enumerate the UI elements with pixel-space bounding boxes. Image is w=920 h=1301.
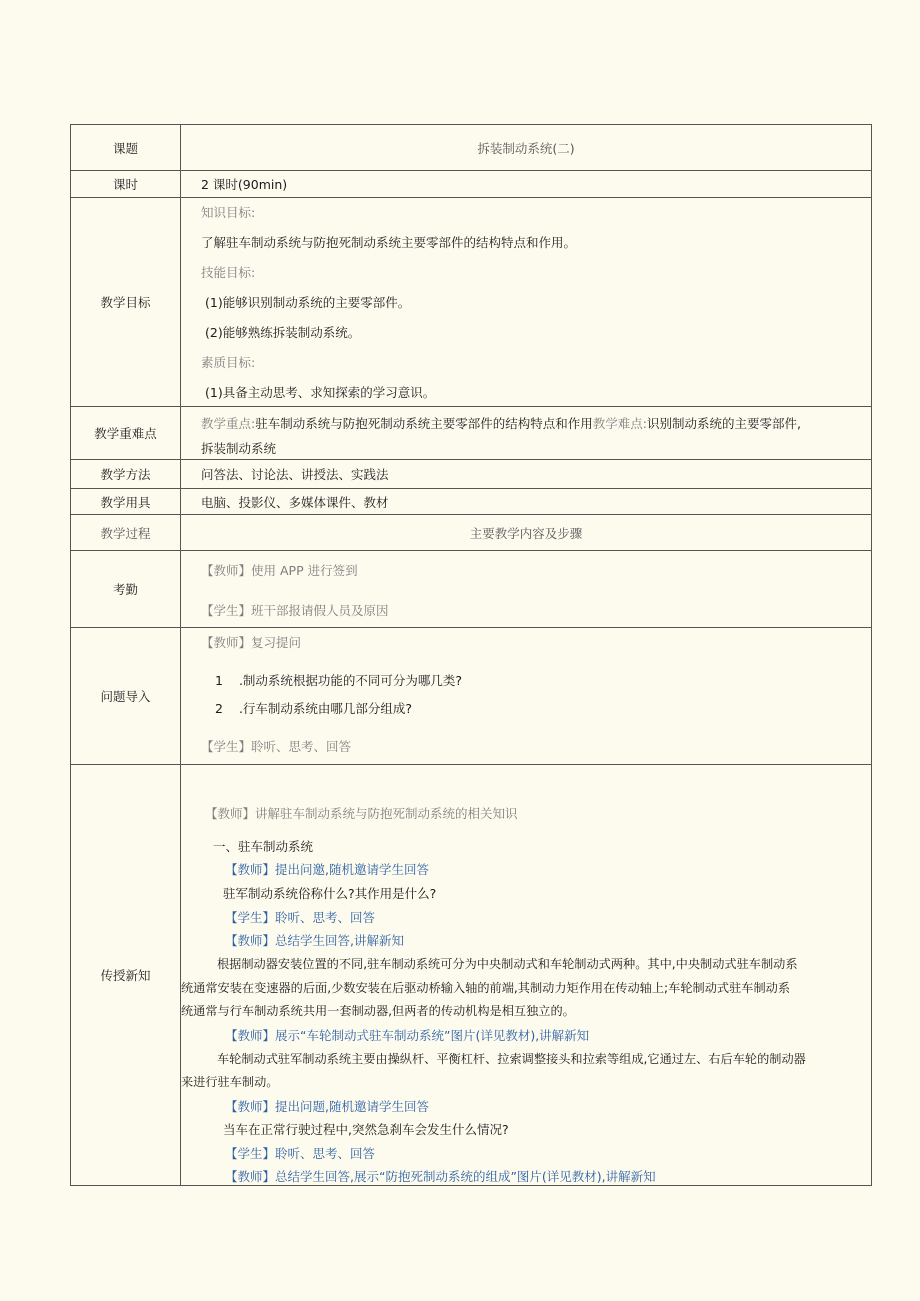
keypoints-row [71,407,872,460]
hours-value [181,171,872,198]
nk-line-1: 【教师】讲解驻车制动系统与防抱死制动系统的相关知识 [205,806,518,821]
attendance-row [71,551,872,628]
keypoints-content [181,407,872,460]
hours-label: 课时 [71,171,181,198]
nk-line-5: 【学生】聆听、思考、回答 [225,910,376,925]
topic-title: 拆装制动系统(二) [181,125,872,171]
nk-line-6: 【教师】总结学生回答,讲解新知 [225,933,404,948]
process-header-right: 主要教学内容及步骤 [181,515,872,551]
intro-teacher: 【教师】复习提问 [201,635,302,650]
objectives-row [71,198,872,407]
difficulty-text: 识别制动系统的主要零部件, [646,416,801,431]
topic-row [71,125,872,171]
tools-text: 电脑、投影仪、多媒体课件、教材 [201,494,389,510]
tools-value [181,489,872,515]
nk-line-11: 【教师】总结学生回答,展示“防抱死制动系统的组成”图片(详见教材),讲解新知 [225,1169,656,1184]
knowledge-heading: 知识目标: [201,205,256,220]
attendance-teacher: 【教师】使用 APP 进行签到 [201,563,358,578]
intro-content [181,628,872,765]
tools-label: 教学用具 [71,489,181,515]
difficulty-label: 教学难点: [592,416,647,431]
topic-label: 课题 [71,125,181,171]
nk-line-4: 驻军制动系统俗称什么?其作用是什么? [223,886,437,901]
nk-para1-a: 根据制动器安装位置的不同,驻车制动系统可分为中央制动式和车轮制动式两种。其中,中央制动式驻车制动系 [217,957,798,971]
nk-line-7: 【教师】展示“车轮制动式驻车制动系统”图片(详见教材),讲解新知 [225,1028,590,1043]
new-knowledge-row [71,765,872,1186]
skill-item-2: (2)能够熟练拆装制动系统。 [205,325,361,340]
methods-text: 问答法、讨论法、讲授法、实践法 [201,467,389,482]
nk-para1-b: 统通常安装在变速器的后面,少数安装在后驱动桥输入轴的前端,其制动力矩作用在传动轴上;车轮制动式驻车制动系 [181,981,791,995]
lesson-plan-table [70,124,872,1186]
nk-line-3: 【教师】提出问邀,随机邀请学生回答 [225,862,429,877]
nk-line-10: 【学生】聆听、思考、回答 [225,1146,376,1161]
nk-line-8: 【教师】提出问题,随机邀请学生回答 [225,1099,429,1114]
methods-row [71,460,872,489]
intro-question-1 [215,671,462,689]
attendance-student: 【学生】班干部报请假人员及原因 [201,603,389,618]
q1-number: 1 [215,673,223,688]
objectives-content [181,198,872,407]
tools-row [71,489,872,515]
new-knowledge-label: 传授新知 [71,765,181,1186]
hours-text: 2 课时(90min) [201,177,288,192]
intro-label: 问题导入 [71,628,181,765]
methods-value [181,460,872,489]
quality-heading: 素质目标: [201,355,256,370]
methods-label: 教学方法 [71,460,181,489]
nk-para2-a: 车轮制动式驻军制动系统主要由操纵杆、平衡杠杆、拉索调整接头和拉索等组成,它通过左、右后车轮的制动器 [217,1052,806,1066]
keypoints-label: 教学重难点 [71,407,181,460]
focus-text: 驻车制动系统与防抱死制动系统主要零部件的结构特点和作用 [255,416,593,431]
nk-para2-b: 来进行驻车制动。 [181,1075,279,1089]
nk-para1-c: 统通常与行车制动系统共用一套制动器,但两者的传动机构是相互独立的。 [181,1004,575,1018]
intro-row [71,628,872,765]
process-header-left: 教学过程 [71,515,181,551]
intro-question-2 [215,699,412,717]
focus-label: 教学重点: [201,416,256,431]
new-knowledge-content [181,765,872,1186]
intro-student: 【学生】聆听、思考、回答 [201,739,352,754]
process-header-row [71,515,872,551]
skill-item-1: (1)能够识别制动系统的主要零部件。 [205,295,411,310]
q2-number: 2 [215,701,223,716]
attendance-content [181,551,872,628]
knowledge-item: 了解驻车制动系统与防抱死制动系统主要零部件的结构特点和作用。 [201,235,577,250]
nk-line-9: 当车在正常行驶过程中,突然急刹车会发生什么情况? [223,1122,509,1137]
hours-row [71,171,872,198]
quality-item: (1)具备主动思考、求知探索的学习意识。 [205,385,436,400]
skill-heading: 技能目标: [201,265,256,280]
keypoints-line2: 拆装制动系统 [201,441,277,456]
objectives-label: 教学目标 [71,198,181,407]
q2-text: .行车制动系统由哪几部分组成? [238,701,413,716]
q1-text: .制动系统根据功能的不同可分为哪几类? [238,673,463,688]
nk-section-heading: 一、驻车制动系统 [213,839,314,854]
attendance-label: 考勤 [71,551,181,628]
